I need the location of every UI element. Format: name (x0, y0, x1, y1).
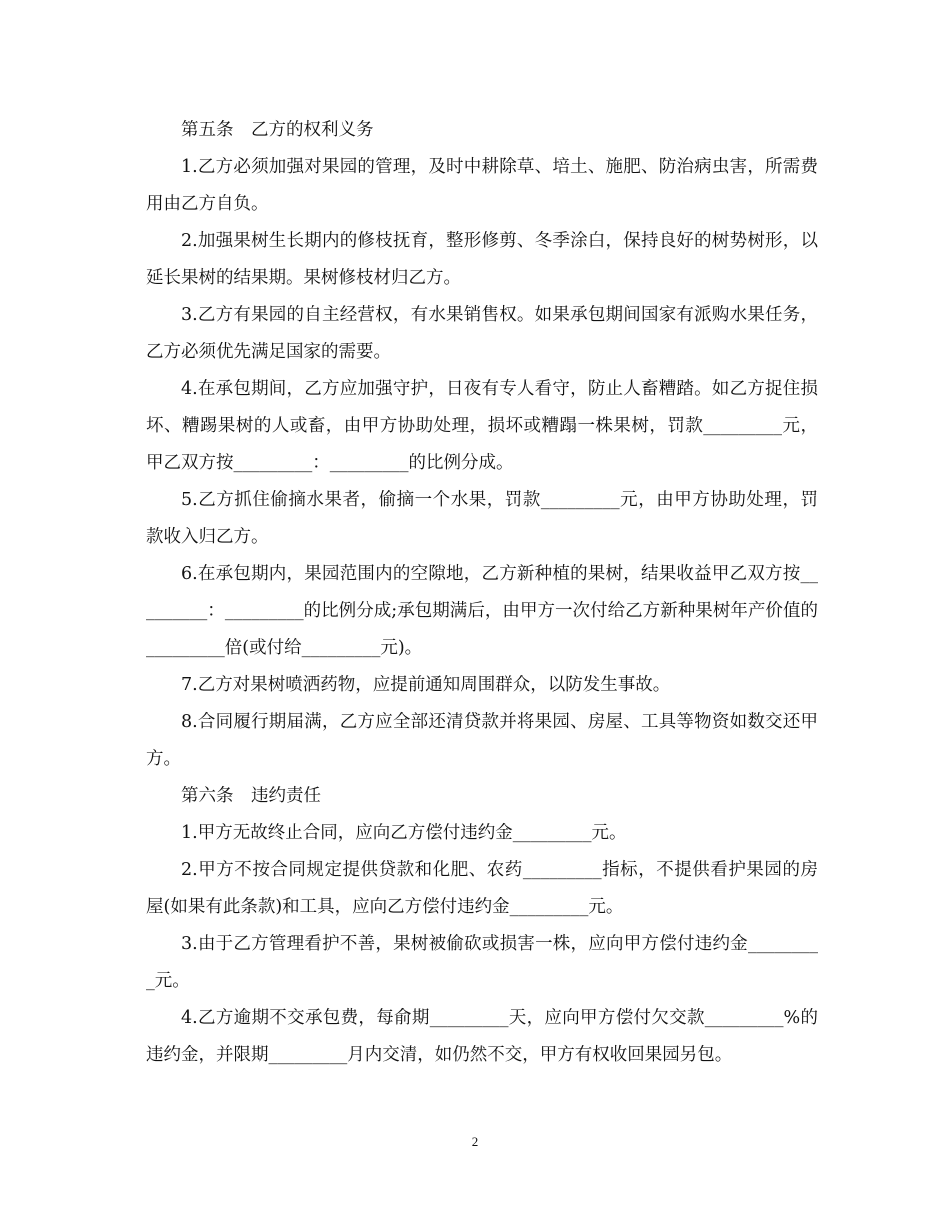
article-5-clause-5: 5.乙方抓住偷摘水果者，偷摘一个水果，罚款_________元，由甲方协助处理，罚款收入归乙方。 (146, 490, 818, 547)
article-6-clause-3: 3.由于乙方管理看护不善，果树被偷砍或损害一株，应向甲方偿付违约金_________元。 (146, 934, 818, 991)
article-6-clause-2: 2.甲方不按合同规定提供贷款和化肥、农药_________指标，不提供看护果园的房屋(如果有此条款)和工具，应向乙方偿付违约金_________元。 (146, 860, 818, 917)
article-5-clause-7: 7.乙方对果树喷洒药物，应提前通知周围群众，以防发生事故。 (181, 675, 671, 695)
article-6-clause-4: 4.乙方逾期不交承包费，每俞期_________天，应向甲方偿付欠交款_________%的违约金，并限期_________月内交清，如仍然不交，甲方有权收回果园另包。 (146, 1008, 818, 1065)
article-6-clause-1: 1.甲方无故终止合同，应向乙方偿付违约金_________元。 (181, 823, 627, 843)
article-5-heading: 第五条 乙方的权利义务 (181, 120, 374, 140)
article-5-clause-6: 6.在承包期内，果园范围内的空隙地，乙方新种植的果树，结果收益甲乙双方按_________：_________的比例分成;承包期满后，由甲方一次付给乙方新种果树年产价值的_________倍(或付给_________元)。 (146, 564, 818, 658)
article-5-clause-4: 4.在承包期间，乙方应加强守护，日夜有专人看守，防止人畜糟踏。如乙方捉住损坏、糟踢果树的人或畜，由甲方协助处理，损坏或糟蹋一株果树，罚款_________元，甲乙双方按_________：_________的比例分成。 (146, 379, 818, 473)
document-body (146, 112, 818, 1074)
page-number: 2 (471, 1134, 479, 1149)
article-5-clause-3: 3.乙方有果园的自主经营权，有水果销售权。如果承包期间国家有派购水果任务，乙方必须优先满足国家的需要。 (146, 305, 818, 362)
article-5-clause-2: 2.加强果树生长期内的修枝抚育，整形修剪、冬季涂白，保持良好的树势树形，以延长果树的结果期。果树修枝材归乙方。 (146, 231, 818, 288)
article-6-heading: 第六条 违约责任 (181, 786, 321, 806)
article-5-clause-1: 1.乙方必须加强对果园的管理，及时中耕除草、培土、施肥、防治病虫害，所需费用由乙方自负。 (146, 157, 818, 214)
article-5-clause-8: 8.合同履行期届满，乙方应全部还清贷款并将果园、房屋、工具等物资如数交还甲方。 (146, 712, 818, 769)
